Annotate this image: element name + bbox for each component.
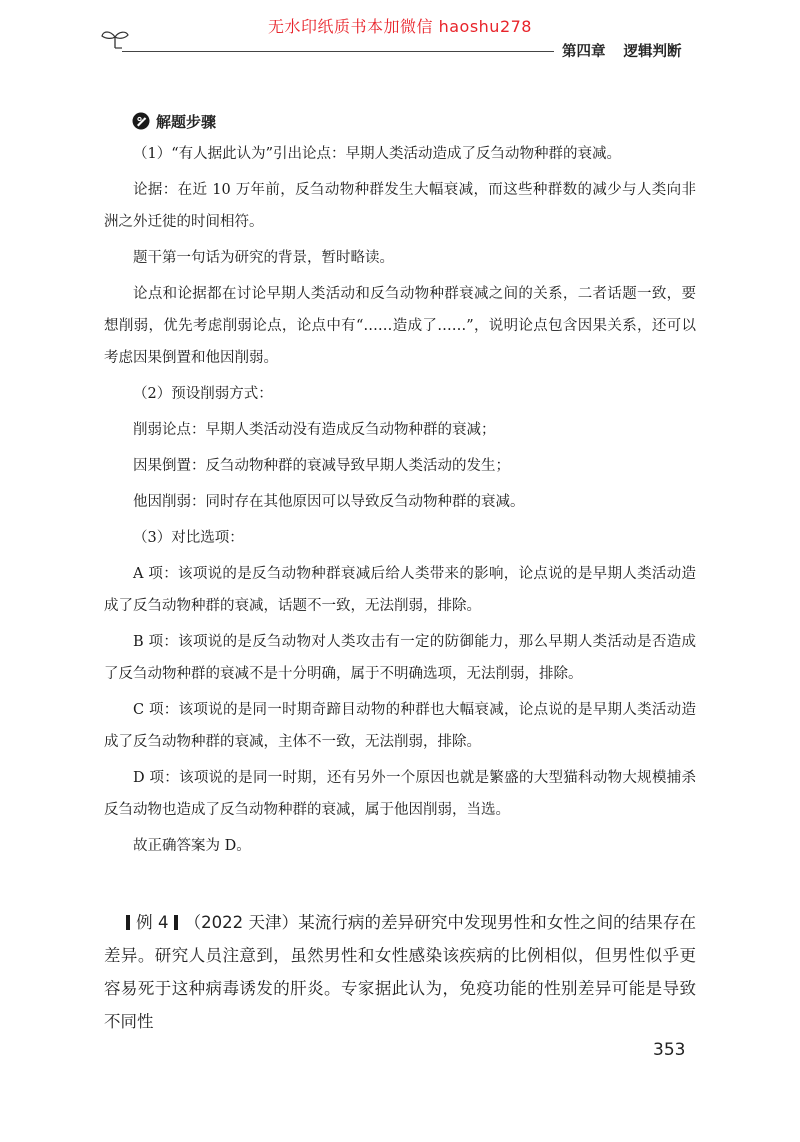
solution-paragraph: （3）对比选项： (133, 530, 244, 546)
example-question (104, 906, 696, 1038)
final-answer: 故正确答案为 D。 (133, 838, 251, 854)
solution-paragraph: 削弱论点：早期人类活动没有造成反刍动物种群的衰减； (133, 422, 496, 438)
watermark-text: 无水印纸质书本加微信 haoshu278 (268, 17, 532, 36)
solution-paragraph: （2）预设削弱方式： (133, 386, 273, 402)
solution-section (104, 106, 696, 866)
header-rule (122, 51, 554, 52)
solution-paragraph: 题干第一句话为研究的背景，暂时略读。 (133, 250, 394, 266)
solution-paragraph: 论据：在近 10 万年前，反刍动物种群发生大幅衰减，而这些种群数的减少与人类向非洲之外迁徙的时间相符。 (104, 182, 696, 230)
option-a-analysis: A 项：该项说的是反刍动物种群衰减后给人类带来的影响，论点说的是早期人类活动造成了反刍动物种群的衰减，话题不一致，无法削弱，排除。 (104, 566, 696, 614)
option-b-analysis: B 项：该项说的是反刍动物对人类攻击有一定的防御能力，那么早期人类活动是否造成了反刍动物种群的衰减不是十分明确，属于不明确选项，无法削弱，排除。 (104, 634, 696, 682)
pen-nib-icon (132, 112, 150, 130)
example-bar-right (174, 915, 178, 930)
page-number: 353 (653, 1040, 686, 1060)
solution-heading (104, 106, 696, 136)
solution-title: 解题步骤 (156, 112, 217, 131)
chapter-title: 逻辑判断 (623, 44, 682, 60)
sprout-icon (100, 28, 130, 50)
solution-paragraph: （1）“有人据此认为”引出论点：早期人类活动造成了反刍动物种群的衰减。 (133, 146, 622, 162)
chapter-number: 第四章 (562, 44, 606, 60)
chapter-header (562, 40, 682, 61)
solution-paragraph: 论点和论据都在讨论早期人类活动和反刍动物种群衰减之间的关系，二者话题一致，要想削弱，优先考虑削弱论点，论点中有“……造成了……”，说明论点包含因果关系，还可以考虑因果倒置和他因削弱。 (104, 286, 696, 366)
example-text: （2022 天津）某流行病的差异研究中发现男性和女性之间的结果存在差异。研究人员注意到，虽然男性和女性感染该疾病的比例相似，但男性似乎更容易死于这种病毒诱发的肝炎。专家据此认为，免疫功能的性别差异可能是导致不同性 (104, 913, 696, 1031)
solution-paragraph: 他因削弱：同时存在其他原因可以导致反刍动物种群的衰减。 (133, 494, 525, 510)
option-c-analysis: C 项：该项说的是同一时期奇蹄目动物的种群也大幅衰减，论点说的是早期人类活动造成了反刍动物种群的衰减，主体不一致，无法削弱，排除。 (104, 702, 696, 750)
option-d-analysis: D 项：该项说的是同一时期，还有另外一个原因也就是繁盛的大型猫科动物大规模捕杀反刍动物也造成了反刍动物种群的衰减，属于他因削弱，当选。 (104, 770, 696, 818)
solution-paragraph: 因果倒置：反刍动物种群的衰减导致早期人类活动的发生； (133, 458, 510, 474)
example-bar-left (126, 915, 130, 930)
example-label: 例 4 (136, 913, 169, 932)
